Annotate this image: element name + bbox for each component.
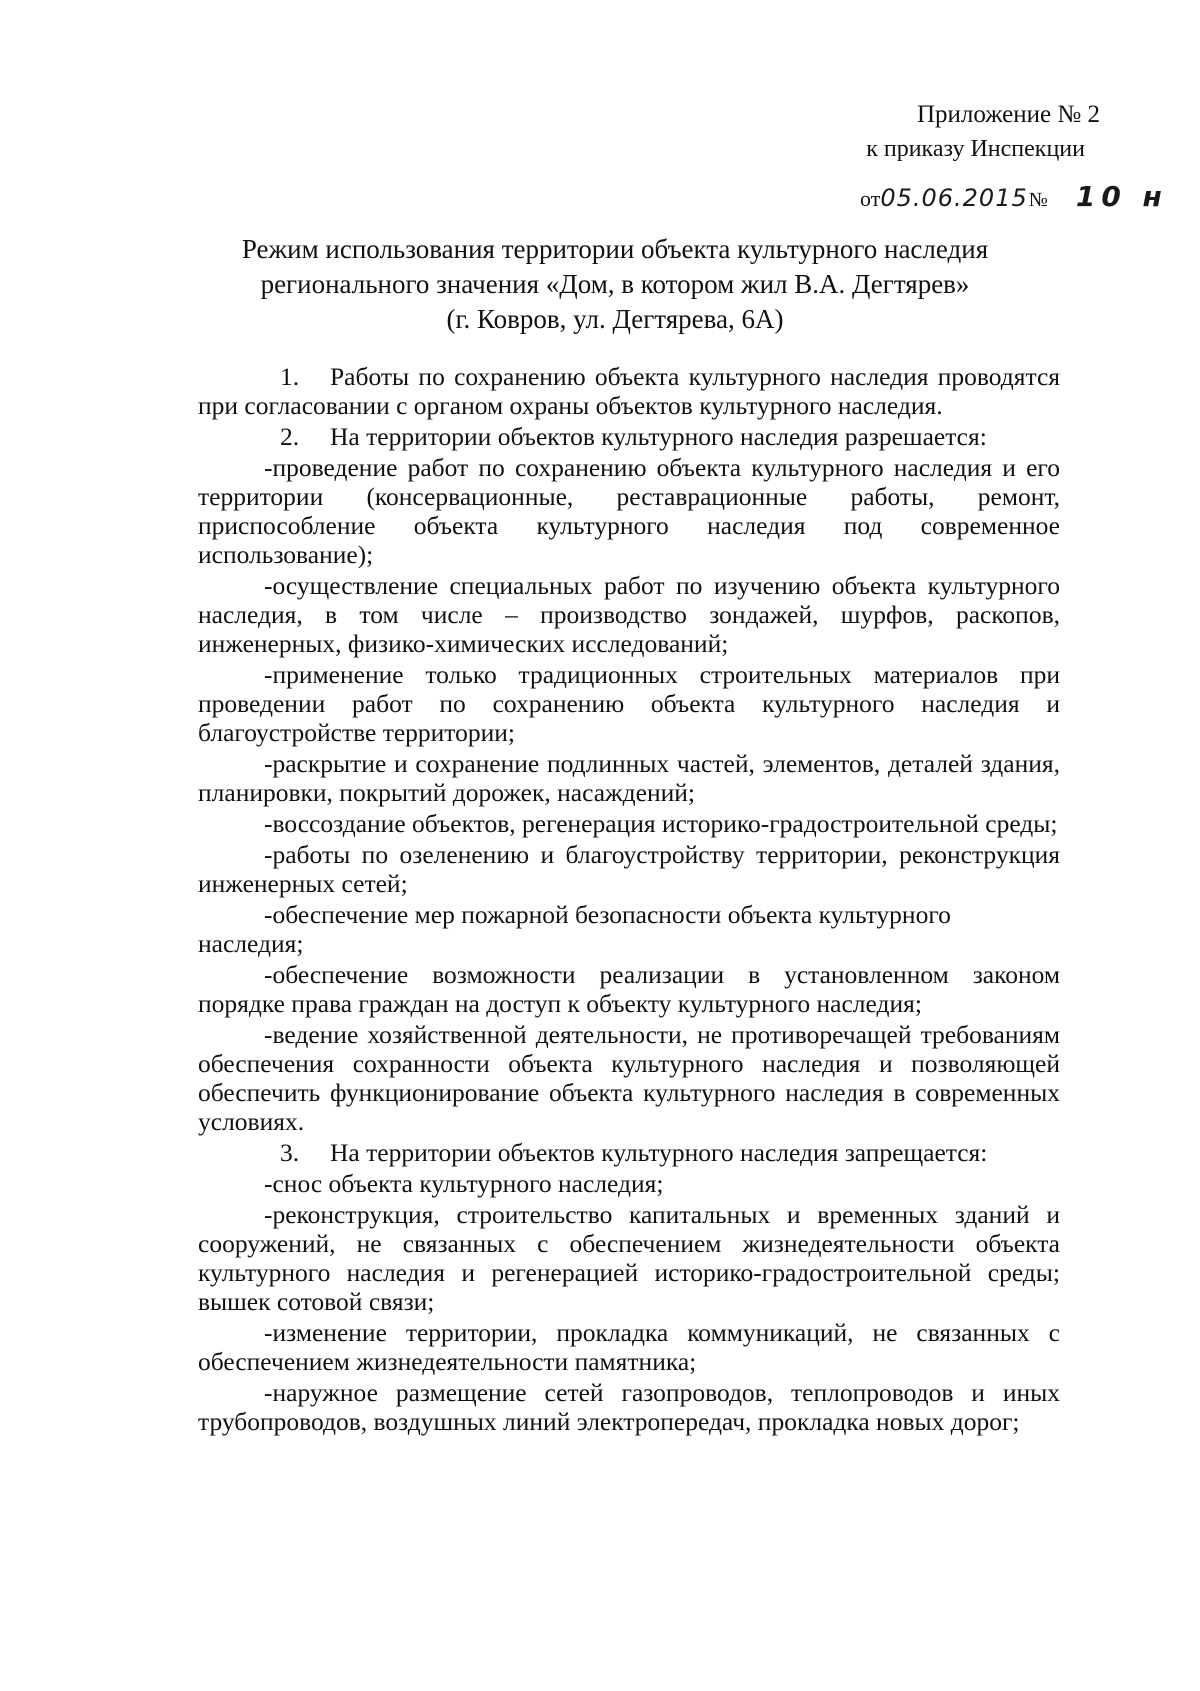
allowed-item: -ведение хозяйственной деятельности, не противоречащей требованиям обеспечения сохранности объекта культурного наследия и позволяющей обеспечить функционирование объекта культурного наследия в современных условиях. (198, 1020, 1060, 1136)
document-body (198, 362, 1060, 1438)
number-sign: № (1028, 189, 1048, 211)
allowed-item: -осуществление специальных работ по изучению объекта культурного наследия, в том числе – производство зондажей, шурфов, раскопов, инженерных, физико-химических исследований; (198, 571, 1060, 658)
allowed-item: -обеспечение возможности реализации в установленном законом порядке права граждан на доступ к объекту культурного наследия; (198, 960, 1060, 1018)
appendix-label: Приложение № 2 (916, 101, 1100, 128)
handwritten-order-number: 10 н (1075, 180, 1168, 213)
appendix-header (866, 98, 1100, 166)
date-prefix: от (860, 186, 881, 211)
clause-1-number: 1. (280, 362, 300, 391)
clause-1 (198, 362, 1060, 420)
order-date-line (860, 180, 1168, 213)
order-reference: к приказу Инспекции (866, 136, 1085, 162)
clause-2-number: 2. (280, 422, 300, 451)
clause-2 (198, 422, 1060, 451)
document-title (180, 232, 1050, 337)
clause-2-text: На территории объектов культурного наследия разрешается: (330, 422, 987, 451)
clause-3-number: 3. (280, 1138, 300, 1167)
allowed-item: -воссоздание объектов, регенерация историко-градостроительной среды; (264, 809, 1058, 838)
allowed-item: -обеспечение мер пожарной безопасности объекта культурного наследия; (198, 900, 951, 958)
title-line-3: (г. Ковров, ул. Дегтярева, 6А) (446, 304, 784, 334)
allowed-item: -проведение работ по сохранению объекта культурного наследия и его территории (консервационные, реставрационные работы, ремонт, приспособление объекта культурного наследия под современное использование); (198, 453, 1060, 569)
title-line-2: регионального значения «Дом, в котором жил В.А. Дегтярев» (260, 269, 970, 299)
handwritten-date: 05.06.2015 (880, 184, 1028, 212)
allowed-item: -раскрытие и сохранение подлинных частей, элементов, деталей здания, планировки, покрытий дорожек, насаждений; (198, 749, 1060, 807)
prohibited-item: -наружное размещение сетей газопроводов, теплопроводов и иных трубопроводов, воздушных линий электропередач, прокладка новых дорог; (198, 1378, 1060, 1436)
allowed-item: -работы по озеленению и благоустройству территории, реконструкция инженерных сетей; (198, 840, 1060, 898)
allowed-item: -применение только традиционных строительных материалов при проведении работ по сохранению объекта культурного наследия и благоустройстве территории; (198, 660, 1060, 747)
clause-3-text: На территории объектов культурного наследия запрещается: (330, 1138, 988, 1167)
prohibited-item: -реконструкция, строительство капитальных и временных зданий и сооружений, не связанных с обеспечением жизнедеятельности объекта культурного наследия и регенерацией историко-градостроительной среды; вышек сотовой связи; (198, 1200, 1060, 1316)
clause-3 (198, 1138, 1060, 1167)
prohibited-item: -изменение территории, прокладка коммуникаций, не связанных с обеспечением жизнедеятельности памятника; (198, 1318, 1060, 1376)
title-line-1: Режим использования территории объекта культурного наследия (241, 234, 989, 264)
clause-1-text: Работы по сохранению объекта культурного наследия проводятся при согласовании с органом охраны объектов культурного наследия. (198, 362, 1060, 420)
prohibited-item: -снос объекта культурного наследия; (264, 1169, 664, 1198)
